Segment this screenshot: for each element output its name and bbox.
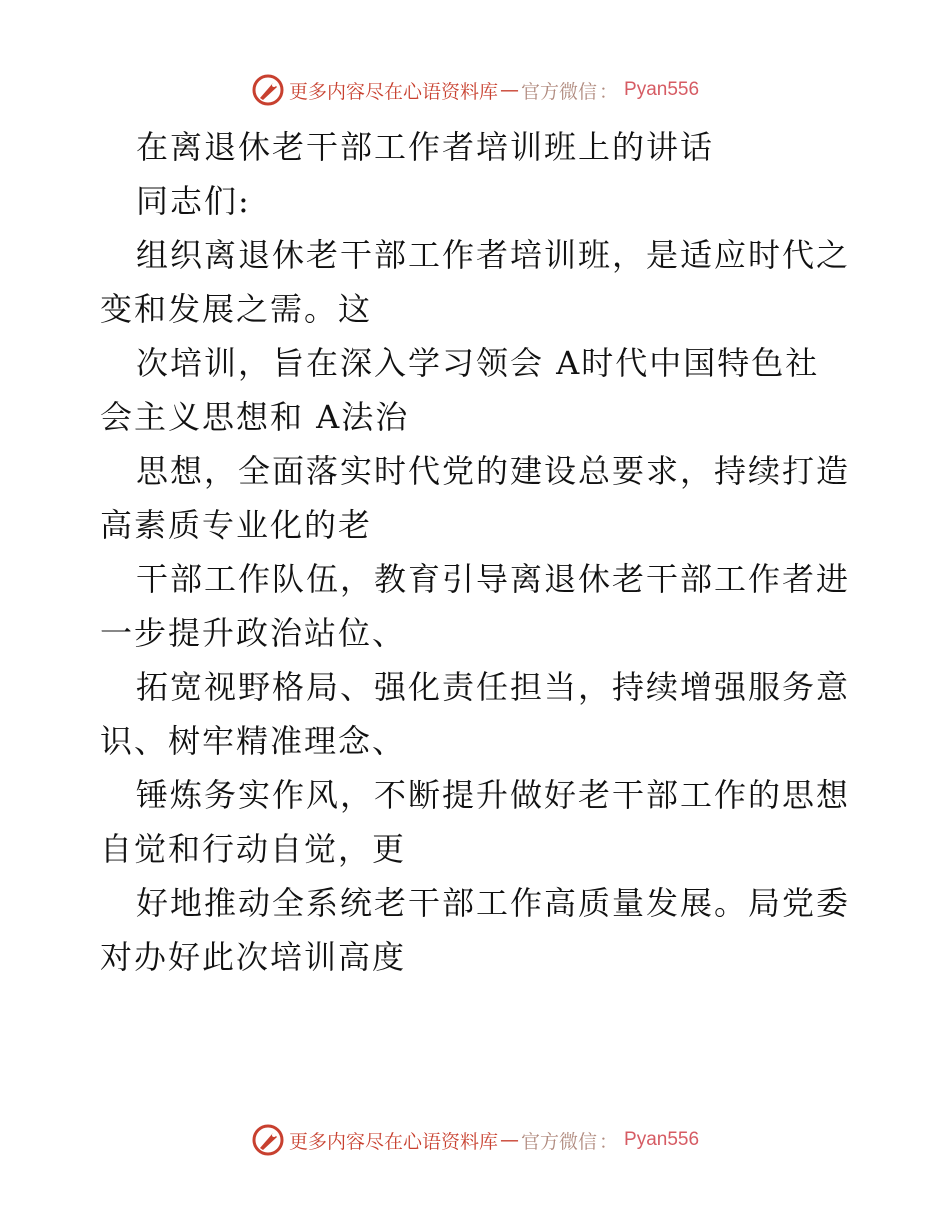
text-line: 锤炼务实作风，不断提升做好老干部工作的思想 xyxy=(136,776,851,814)
salutation: 同志们: xyxy=(136,182,251,220)
watermark-dash: — xyxy=(499,79,519,101)
text-line: 识、树牢精准理念、 xyxy=(100,722,407,760)
document-body xyxy=(100,120,860,984)
text-line: 对办好此次培训高度 xyxy=(100,938,407,976)
footer-watermark xyxy=(0,1120,950,1160)
watermark-label: 官方微信 xyxy=(520,1130,597,1153)
text-line: 次培训，旨在深入学习领会 A时代中国特色社 xyxy=(136,344,820,382)
header-watermark xyxy=(0,70,950,110)
text-line: 高素质专业化的老 xyxy=(100,506,373,544)
watermark-separator: ： xyxy=(599,1130,619,1153)
pen-nib-logo-icon xyxy=(251,1123,285,1157)
watermark-site-text: 更多内容尽在心语资料库 xyxy=(288,1130,498,1153)
text-line: 自觉和行动自觉，更 xyxy=(100,830,407,868)
text-line: 变和发展之需。这 xyxy=(100,290,373,328)
text-line: 拓宽视野格局、强化责任担当，持续增强服务意 xyxy=(136,668,851,706)
document-title: 在离退休老干部工作者培训班上的讲话 xyxy=(136,128,715,166)
watermark-wechat-id: Pyan556 xyxy=(624,79,700,100)
text-line: 组织离退休老干部工作者培训班，是适应时代之 xyxy=(136,236,851,274)
text-line: 思想，全面落实时代党的建设总要求，持续打造 xyxy=(136,452,851,490)
watermark-site-text: 更多内容尽在心语资料库 xyxy=(288,80,498,103)
text-line: 会主义思想和 A法治 xyxy=(100,398,410,436)
text-line: 干部工作队伍，教育引导离退休老干部工作者进 xyxy=(136,560,851,598)
text-line: 好地推动全系统老干部工作高质量发展。局党委 xyxy=(136,884,851,922)
pen-nib-logo-icon xyxy=(251,73,285,107)
watermark-wechat-id: Pyan556 xyxy=(624,1129,700,1150)
text-line: 一步提升政治站位、 xyxy=(100,614,407,652)
watermark-dash: — xyxy=(499,1129,519,1151)
watermark-separator: ： xyxy=(599,80,619,103)
watermark-label: 官方微信 xyxy=(520,80,597,103)
